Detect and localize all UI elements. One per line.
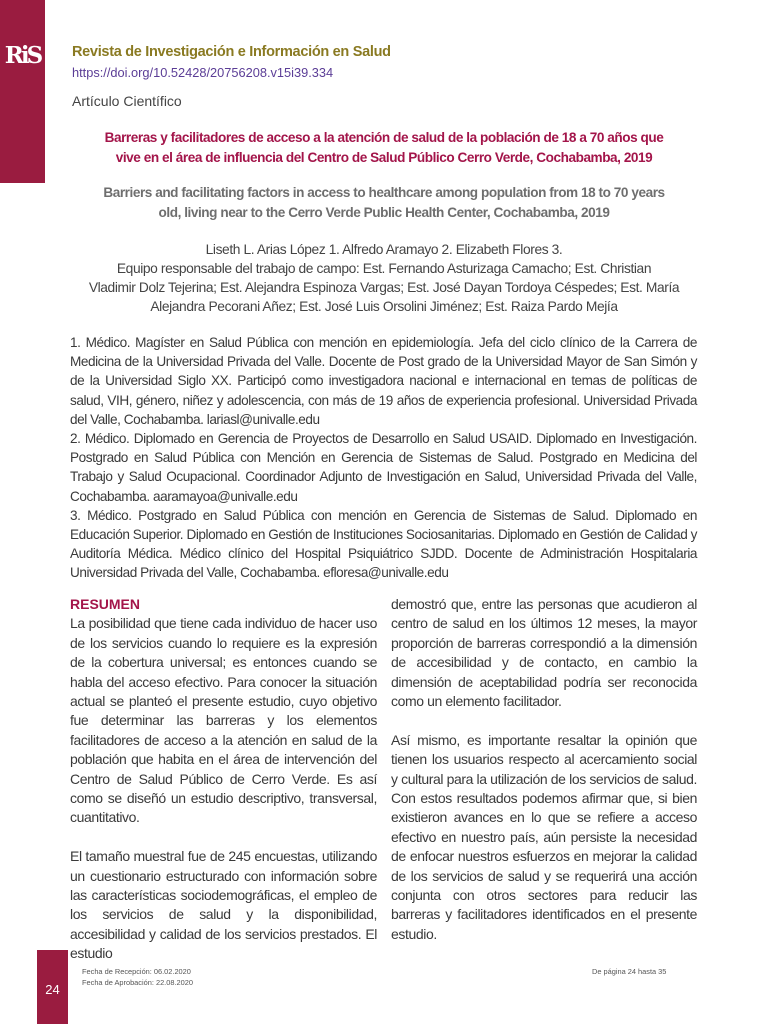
author-list	[0, 240, 768, 316]
received-date: Fecha de Recepción: 06.02.2020	[82, 967, 191, 976]
publication-dates	[82, 967, 193, 988]
journal-logo: RiS	[4, 42, 41, 69]
abstract-heading: RESUMEN	[70, 596, 141, 612]
page-number: 24	[45, 982, 60, 997]
affiliation-paragraph: 1. Médico. Magíster en Salud Pública con mención en epidemiología. Jefa del ciclo clínico de la Carrera de Medicina de la Universidad Privada del Valle. Docente de Post grado de la Universidad Mayor de San Simón y de la Universidad Siglo XX. Participó como investigadora nacional e internacional en temas de políticas de salud, VIH, género, niñez y adolescencia, con más de 19 años de experiencia profesional. Universidad Privada del Valle, Cochabamba. lariasl@univalle.edu	[70, 335, 697, 427]
author-line: Vladimir Dolz Tejerina; Est. Alejandra Espinoza Vargas; Est. José Dayan Tordoya Céspedes; Est. María	[88, 280, 680, 295]
title-en-line: Barriers and facilitating factors in access to healthcare among population from 18 to 70 years	[103, 185, 665, 200]
affiliation-paragraph: 3. Médico. Postgrado en Salud Pública con mención en Gerencia de Sistemas de Salud. Diplomado en Educación Superior. Diplomado en Gestión de Instituciones Sociosanitarias. Diplomado en Gestión de Calidad y Auditoría Médica. Médico clínico del Hospital Psiquiátrico SJDD. Docente de Administración Hospitalaria Universidad Privada del Valle, Cochabamba. efloresa@univalle.edu	[70, 507, 697, 581]
article-type: Artículo Científico	[72, 93, 182, 109]
abstract-paragraph: La posibilidad que tiene cada individuo de hacer uso de los servicios cuando lo requiere es la expresión de la cobertura universal; es entonces cuando se habla del acceso efectivo. Para conocer la situación actual se planteó el presente estudio, cuyo objetivo fue determinar las barreras y los elementos facilitadores de acceso a la atención en salud de la población que habita en el área de intervención del Centro de Salud Público de Cerro Verde. Es así como se diseñó un estudio descriptivo, transversal, cuantitativo.	[70, 615, 377, 826]
page-number-box	[37, 950, 68, 1024]
title-en-line: old, living near to the Cerro Verde Public Health Center, Cochabamba, 2019	[158, 205, 610, 220]
page-range: De página 24 hasta 35	[592, 967, 667, 976]
author-line: Liseth L. Arias López 1. Alfredo Aramayo 2. Elizabeth Flores 3.	[205, 242, 563, 257]
article-title-es	[0, 128, 768, 168]
author-line: Equipo responsable del trabajo de campo: Est. Fernando Asturizaga Camacho; Est. Christian	[116, 261, 652, 276]
affiliation-paragraph: 2. Médico. Diplomado en Gerencia de Proyectos de Desarrollo en Salud USAID. Diplomado en Investigación. Postgrado en Salud Pública con Mención en Gerencia de Sistemas de Salud. Postgrado en Medicina del Trabajo y Salud Ocupacional. Coordinador Adjunto de Investigación en Salud, Universidad Privada del Valle, Cochabamba. aaramayoa@univalle.edu	[70, 431, 697, 504]
abstract-paragraph: El tamaño muestral fue de 245 encuestas, utilizando un cuestionario estructurado con información sobre las características sociodemográficas, el empleo de los servicios de salud y la disponibilidad, accesibilidad y calidad de los servicios prestados. El estudio	[70, 848, 377, 962]
title-es-line: vive en el área de influencia del Centro de Salud Público Cerro Verde, Cochabamba, 2019	[115, 150, 653, 165]
doi-link[interactable]: https://doi.org/10.52428/20756208.v15i39.334	[72, 65, 334, 80]
author-line: Alejandra Pecorani Añez; Est. José Luis Orsolini Jiménez; Est. Raiza Pardo Mejía	[150, 299, 618, 314]
abstract-paragraph: demostró que, entre las personas que acudieron al centro de salud en los últimos 12 meses, la mayor proporción de barreras correspondió a la dimensión de accesibilidad y de contacto, en cambio la dimensión de aceptabilidad podría ser reconocida como un elemento facilitador.	[391, 596, 697, 710]
abstract-right-column	[391, 595, 697, 964]
journal-name: Revista de Investigación e Información en Salud	[72, 44, 391, 60]
approved-date: Fecha de Aprobación: 22.08.2020	[82, 977, 193, 987]
author-affiliations	[70, 333, 697, 583]
abstract-paragraph: Así mismo, es importante resaltar la opinión que tienen los usuarios respecto al acercamiento social y cultural para la utilización de los servicios de salud. Con estos resultados podemos afirmar que, si bien existieron avances en lo que se refiere a acceso efectivo en nuestro país, aún persiste la necesidad de enfocar nuestros esfuerzos en mejorar la calidad de los servicios de salud y se requerirá una acción conjunta con otros sectores para reducir las barreras y facilitadores identificados en el presente estudio.	[391, 731, 697, 942]
abstract-left-column	[70, 595, 377, 964]
title-es-line: Barreras y facilitadores de acceso a la atención de salud de la población de 18 a 70 años que	[104, 130, 664, 145]
article-title-en	[0, 183, 768, 223]
